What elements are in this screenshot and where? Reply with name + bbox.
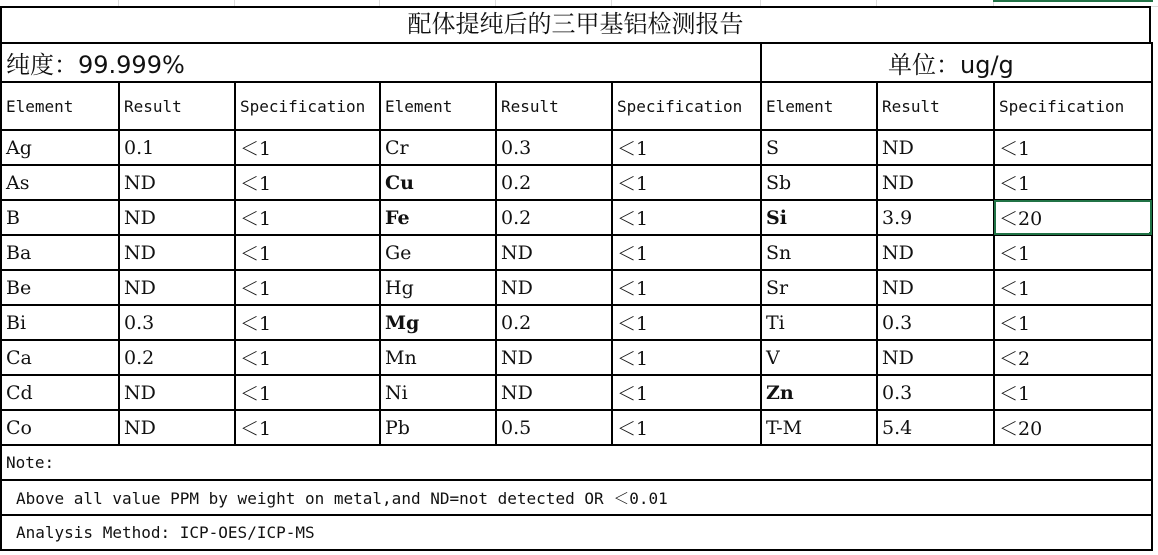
header-specification[interactable]: Specification (612, 82, 761, 130)
table-row (1, 200, 1152, 235)
spec-cell[interactable]: ＜1 (235, 165, 380, 200)
note-text-cell[interactable]: Above all value PPM by weight on metal,and ND=not detected OR ＜0.01 (1, 480, 1152, 515)
spec-cell[interactable]: ＜1 (994, 235, 1152, 270)
table-row (1, 165, 1152, 200)
element-cell[interactable]: Bi (1, 305, 119, 340)
result-cell[interactable]: 0.3 (877, 375, 994, 410)
element-cell[interactable]: Si (761, 200, 877, 235)
result-cell[interactable]: ND (119, 375, 235, 410)
spec-cell[interactable]: ＜1 (612, 200, 761, 235)
result-cell[interactable]: ND (877, 130, 994, 165)
result-cell[interactable]: 0.2 (496, 165, 612, 200)
result-cell[interactable]: ND (877, 340, 994, 375)
element-cell[interactable]: As (1, 165, 119, 200)
spec-cell[interactable]: ＜1 (235, 305, 380, 340)
spec-cell[interactable]: ＜1 (235, 410, 380, 445)
element-cell[interactable]: Mn (380, 340, 496, 375)
selected-spec-cell[interactable]: ＜20 (994, 200, 1152, 235)
result-cell[interactable]: 0.5 (496, 410, 612, 445)
result-cell[interactable]: ND (496, 235, 612, 270)
spec-cell[interactable]: ＜1 (235, 200, 380, 235)
element-cell[interactable]: Sn (761, 235, 877, 270)
table-row (1, 270, 1152, 305)
result-cell[interactable]: 0.2 (119, 340, 235, 375)
element-cell[interactable]: Ge (380, 235, 496, 270)
header-element[interactable]: Element (380, 82, 496, 130)
table-row (1, 375, 1152, 410)
element-cell[interactable]: Sr (761, 270, 877, 305)
element-cell[interactable]: S (761, 130, 877, 165)
element-cell[interactable]: Zn (761, 375, 877, 410)
spec-cell[interactable]: ＜1 (612, 375, 761, 410)
result-cell[interactable]: ND (496, 340, 612, 375)
note-label-cell[interactable]: Note: (1, 445, 1152, 480)
spec-cell[interactable]: ＜1 (994, 130, 1152, 165)
element-cell[interactable]: Ni (380, 375, 496, 410)
element-cell[interactable]: Co (1, 410, 119, 445)
column-selection-indicator (993, 0, 1153, 2)
purity-cell[interactable]: 纯度：99.999% (1, 43, 761, 82)
result-cell[interactable]: 0.1 (119, 130, 235, 165)
element-cell[interactable]: Cd (1, 375, 119, 410)
table-row (1, 340, 1152, 375)
header-result[interactable]: Result (496, 82, 612, 130)
spec-cell[interactable]: ＜1 (612, 340, 761, 375)
analysis-method-cell[interactable]: Analysis Method: ICP-OES/ICP-MS (1, 515, 1152, 550)
element-cell[interactable]: Ba (1, 235, 119, 270)
spec-cell[interactable]: ＜1 (994, 165, 1152, 200)
header-element[interactable]: Element (1, 82, 119, 130)
element-cell[interactable]: Ca (1, 340, 119, 375)
result-cell[interactable]: 0.2 (496, 200, 612, 235)
table-row (1, 235, 1152, 270)
header-specification[interactable]: Specification (994, 82, 1152, 130)
spec-cell[interactable]: ＜1 (612, 410, 761, 445)
result-cell[interactable]: ND (119, 235, 235, 270)
element-cell[interactable]: Sb (761, 165, 877, 200)
element-cell[interactable]: Cu (380, 165, 496, 200)
element-cell[interactable]: Cr (380, 130, 496, 165)
header-result[interactable]: Result (119, 82, 235, 130)
result-cell[interactable]: ND (877, 270, 994, 305)
element-cell[interactable]: Pb (380, 410, 496, 445)
result-cell[interactable]: ND (496, 270, 612, 305)
spec-cell[interactable]: ＜1 (235, 130, 380, 165)
table-row (1, 305, 1152, 340)
spec-cell[interactable]: ＜2 (994, 340, 1152, 375)
element-cell[interactable]: Fe (380, 200, 496, 235)
result-cell[interactable]: 0.3 (119, 305, 235, 340)
result-cell[interactable]: ND (877, 235, 994, 270)
header-row (1, 82, 1152, 130)
table-row (1, 130, 1152, 165)
result-cell[interactable]: 0.3 (496, 130, 612, 165)
spec-cell[interactable]: ＜1 (235, 375, 380, 410)
report-table (0, 42, 1153, 551)
spec-cell[interactable]: ＜1 (235, 235, 380, 270)
spec-cell[interactable]: ＜1 (994, 375, 1152, 410)
result-cell[interactable]: 0.3 (877, 305, 994, 340)
element-cell[interactable]: Hg (380, 270, 496, 305)
element-cell[interactable]: V (761, 340, 877, 375)
spec-cell[interactable]: ＜1 (235, 340, 380, 375)
spec-cell[interactable]: ＜1 (994, 270, 1152, 305)
unit-cell[interactable]: 单位：ug/g (761, 43, 1152, 82)
spec-cell[interactable]: ＜1 (235, 270, 380, 305)
element-cell[interactable]: Mg (380, 305, 496, 340)
spec-cell[interactable]: ＜1 (994, 305, 1152, 340)
spec-cell[interactable]: ＜1 (612, 165, 761, 200)
spec-cell[interactable]: ＜1 (612, 130, 761, 165)
element-cell[interactable]: Ti (761, 305, 877, 340)
element-cell[interactable]: T-M (761, 410, 877, 445)
result-cell[interactable]: ND (496, 375, 612, 410)
header-result[interactable]: Result (877, 82, 994, 130)
header-element[interactable]: Element (761, 82, 877, 130)
result-cell[interactable]: 0.2 (496, 305, 612, 340)
result-cell[interactable]: ND (119, 165, 235, 200)
spec-cell[interactable]: ＜1 (612, 235, 761, 270)
spec-cell[interactable]: ＜20 (994, 410, 1152, 445)
header-specification[interactable]: Specification (235, 82, 380, 130)
spec-cell[interactable]: ＜1 (612, 305, 761, 340)
element-cell[interactable]: Be (1, 270, 119, 305)
result-cell[interactable]: ND (119, 410, 235, 445)
element-cell[interactable]: B (1, 200, 119, 235)
spec-cell[interactable]: ＜1 (612, 270, 761, 305)
table-row (1, 410, 1152, 445)
result-cell[interactable]: ND (877, 165, 994, 200)
result-cell[interactable]: ND (119, 200, 235, 235)
result-cell[interactable]: 3.9 (877, 200, 994, 235)
result-cell[interactable]: ND (119, 270, 235, 305)
report-title[interactable]: 配体提纯后的三甲基铝检测报告 (0, 6, 1151, 42)
element-cell[interactable]: Ag (1, 130, 119, 165)
result-cell[interactable]: 5.4 (877, 410, 994, 445)
